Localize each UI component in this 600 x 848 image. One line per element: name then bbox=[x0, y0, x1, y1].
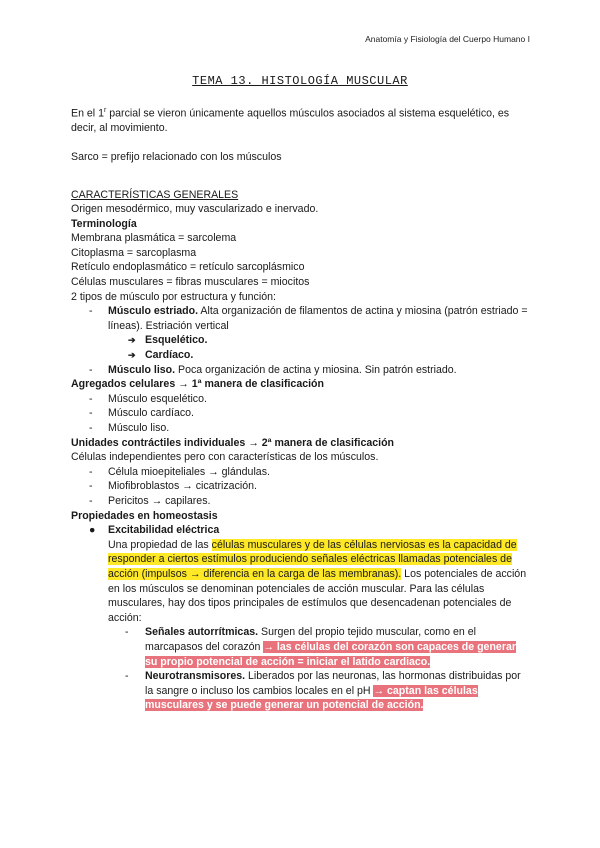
intro-text-b: parcial se vieron únicamente aquellos músculos asociados al sistema esquelético, es decir, al movimiento. bbox=[71, 107, 510, 135]
spacer bbox=[71, 165, 531, 180]
muscle-types-list bbox=[71, 304, 531, 377]
excitability-text-a: Una propiedad de las bbox=[108, 538, 212, 551]
dash-marker: - bbox=[125, 670, 129, 683]
intro-superscript: r bbox=[103, 107, 107, 114]
excitability-highlight: células musculares y de las células nerviosas es la capacidad de responder a ciertos estímulos produciendo señales eléctricas llamadas potenciales de acción (impulsos → diferencia en la carga de las membranas). bbox=[108, 538, 517, 580]
list-item bbox=[71, 304, 531, 362]
term-line: Retículo endoplasmático = retículo sarcoplásmico bbox=[71, 261, 305, 274]
running-header: Anatomía y Fisiología del Cuerpo Humano I bbox=[365, 34, 530, 44]
list-item: - Miofibroblastos → cicatrización. bbox=[71, 479, 531, 494]
aggregates-list bbox=[71, 392, 531, 436]
autorhythmic-label: Señales autorrítmicas. bbox=[145, 626, 259, 639]
neurotransmitters-text: Liberados por las neuronas, las hormonas distribuidas por la sangre o incluso los cambios locales en el pH bbox=[145, 670, 521, 697]
list-item bbox=[108, 669, 531, 713]
excitability-heading: Excitabilidad eléctrica bbox=[108, 524, 220, 537]
document-body bbox=[71, 104, 531, 713]
smooth-text: Poca organización de actina y miosina. Sin patrón estriado. bbox=[175, 363, 457, 376]
excitability-paragraph bbox=[108, 538, 531, 626]
spacer bbox=[71, 136, 531, 151]
striated-text: Alta organización de filamentos de actina y miosina (patrón estriado = líneas). Estriación vertical bbox=[108, 305, 528, 332]
stimuli-list bbox=[108, 625, 531, 713]
list-item: - Célula mioepiteliales → glándulas. bbox=[71, 465, 531, 480]
list-item: ➔ Esquelético. bbox=[71, 333, 531, 348]
smooth-label: Músculo liso. bbox=[108, 363, 176, 376]
bullet-icon: ● bbox=[89, 524, 96, 537]
units-heading: Unidades contráctiles individuales → 2ª manera de clasificación bbox=[71, 436, 395, 449]
striated-subtypes bbox=[71, 333, 531, 362]
neurotransmitters-highlight: → captan las células musculares y se puede generar un potencial de acción. bbox=[145, 684, 478, 712]
term-line: Membrana plasmática = sarcolema bbox=[71, 232, 237, 245]
list-item bbox=[71, 523, 531, 713]
autorhythmic-text: Surgen del propio tejido muscular, como en el marcapasos del corazón bbox=[145, 626, 476, 653]
list-item bbox=[108, 625, 531, 669]
list-item: - Pericitos → capilares. bbox=[71, 494, 531, 509]
term-line: Células musculares = fibras musculares = miocitos bbox=[71, 276, 310, 289]
units-list bbox=[71, 465, 531, 509]
dash-marker: - bbox=[125, 626, 129, 639]
intro-paragraph bbox=[71, 104, 531, 136]
aggregates-heading: Agregados celulares → 1ª manera de clasificación bbox=[71, 378, 324, 391]
list-item bbox=[71, 363, 531, 378]
page-title: TEMA 13. HISTOLOGÍA MUSCULAR bbox=[192, 74, 408, 88]
origin-text: Origen mesodérmico, muy vascularizado e inervado. bbox=[71, 203, 319, 216]
neurotransmitters-label: Neurotransmisores. bbox=[145, 670, 246, 683]
autorhythmic-highlight: → las células del corazón son capaces de generar su propio potencial de acción = iniciar el latido cardiaco. bbox=[145, 640, 516, 668]
list-item: - Músculo liso. bbox=[71, 421, 531, 436]
homeostasis-heading: Propiedades en homeostasis bbox=[71, 509, 218, 522]
sarco-definition: Sarco = prefijo relacionado con los músculos bbox=[71, 151, 282, 164]
striated-label: Músculo estriado. bbox=[108, 305, 199, 318]
list-item: ➔ Cardíaco. bbox=[71, 348, 531, 363]
units-intro: Células independientes pero con características de los músculos. bbox=[71, 451, 379, 464]
term-line: Citoplasma = sarcoplasma bbox=[71, 246, 197, 259]
types-intro: 2 tipos de músculo por estructura y función: bbox=[71, 290, 276, 303]
terminology-heading: Terminología bbox=[71, 217, 137, 230]
homeostasis-list bbox=[71, 523, 531, 713]
general-heading: CARACTERÍSTICAS GENERALES bbox=[71, 188, 239, 201]
excitability-text-b: Los potenciales de acción en los músculos se denominan potenciales de acción muscular. Para las células musculares, hay dos tipos principales de estímulos que desencadenan potenciales de acción: bbox=[108, 567, 527, 624]
list-item: - Músculo cardíaco. bbox=[71, 406, 531, 421]
intro-text-a: En el 1 bbox=[71, 107, 104, 120]
list-item: - Músculo esquelético. bbox=[71, 392, 531, 407]
